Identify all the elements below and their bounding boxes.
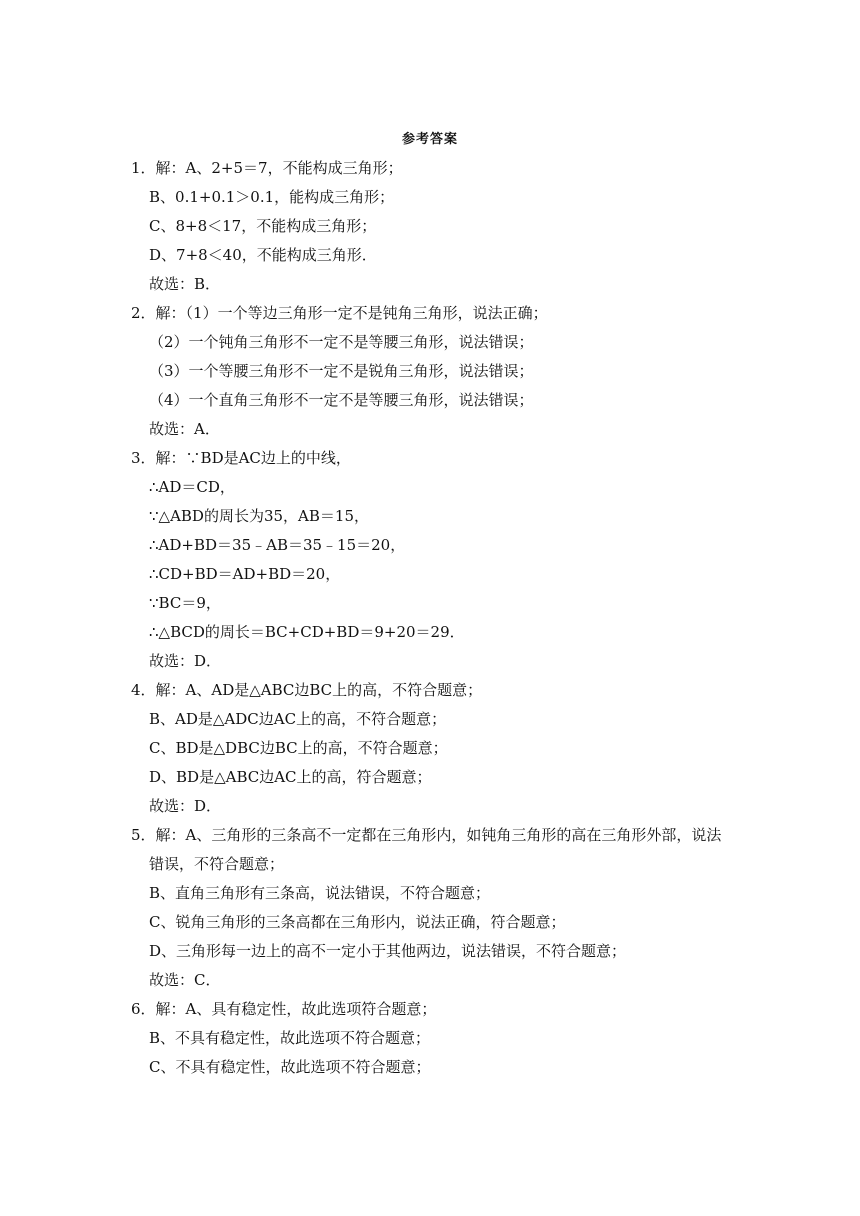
answer-5-line-2: 错误，不符合题意； [149, 855, 285, 873]
answer-5-line-1: 5．解：A、三角形的三条高不一定都在三角形内，如钝角三角形的高在三角形外部，说法 [131, 826, 722, 844]
answer-5-choice: 故选：C． [149, 971, 221, 989]
answer-3-choice: 故选：D． [149, 652, 222, 670]
answer-3-line-5: ∴CD+BD＝AD+BD＝20， [149, 565, 341, 583]
answer-2-line-2: （2）一个钝角三角形不一定不是等腰三角形，说法错误； [149, 333, 534, 351]
answer-3-line-4: ∴AD+BD＝35﹣AB＝35﹣15＝20， [149, 536, 406, 554]
answer-4-line-4: D、BD是△ABC边AC上的高，符合题意； [149, 768, 432, 786]
answer-4-line-2: B、AD是△ADC边AC上的高，不符合题意； [149, 710, 447, 728]
answer-1-line-1: 1．解：A、2+5＝7，不能构成三角形； [131, 159, 403, 177]
answer-6-line-1: 6．解：A、具有稳定性，故此选项符合题意； [131, 1000, 437, 1018]
answer-4-line-3: C、BD是△DBC边BC上的高，不符合题意； [149, 739, 448, 757]
answer-1-line-2: B、0.1+0.1＞0.1，能构成三角形； [149, 188, 395, 206]
answer-2-line-3: （3）一个等腰三角形不一定不是锐角三角形，说法错误； [149, 362, 534, 380]
answer-4-choice: 故选：D． [149, 797, 222, 815]
answer-5-line-5: D、三角形每一边上的高不一定小于其他两边，说法错误，不符合题意； [149, 942, 627, 960]
answer-1-line-4: D、7+8＜40，不能构成三角形． [149, 246, 377, 264]
answer-4-line-1: 4．解：A、AD是△ABC边BC上的高，不符合题意； [131, 681, 483, 699]
answer-3-line-3: ∵△ABD的周长为35，AB＝15， [149, 507, 369, 525]
answer-5-line-3: B、直角三角形有三条高，说法错误，不符合题意； [149, 884, 491, 902]
answer-3-line-7: ∴△BCD的周长＝BC+CD+BD＝9+20＝29． [149, 623, 465, 641]
page-title: 参考答案 [401, 132, 458, 147]
answer-3-line-1: 3．解：∵BD是AC边上的中线， [131, 449, 351, 467]
answer-5-line-4: C、锐角三角形的三条高都在三角形内，说法正确，符合题意； [149, 913, 566, 931]
answer-2-line-4: （4）一个直角三角形不一定不是等腰三角形，说法错误； [149, 391, 534, 409]
answer-6-line-2: B、不具有稳定性，故此选项不符合题意； [149, 1029, 431, 1047]
answer-3-line-2: ∴AD＝CD， [149, 478, 235, 496]
answer-3-line-6: ∵BC＝9， [149, 594, 221, 612]
answer-6-line-3: C、不具有稳定性，故此选项不符合题意； [149, 1058, 431, 1076]
answer-2-choice: 故选：A． [149, 420, 220, 438]
answer-2-line-1: 2．解：（1）一个等边三角形一定不是钝角三角形，说法正确； [131, 304, 548, 322]
answer-1-choice: 故选：B． [149, 275, 221, 293]
answer-1-line-3: C、8+8＜17，不能构成三角形； [149, 217, 377, 235]
